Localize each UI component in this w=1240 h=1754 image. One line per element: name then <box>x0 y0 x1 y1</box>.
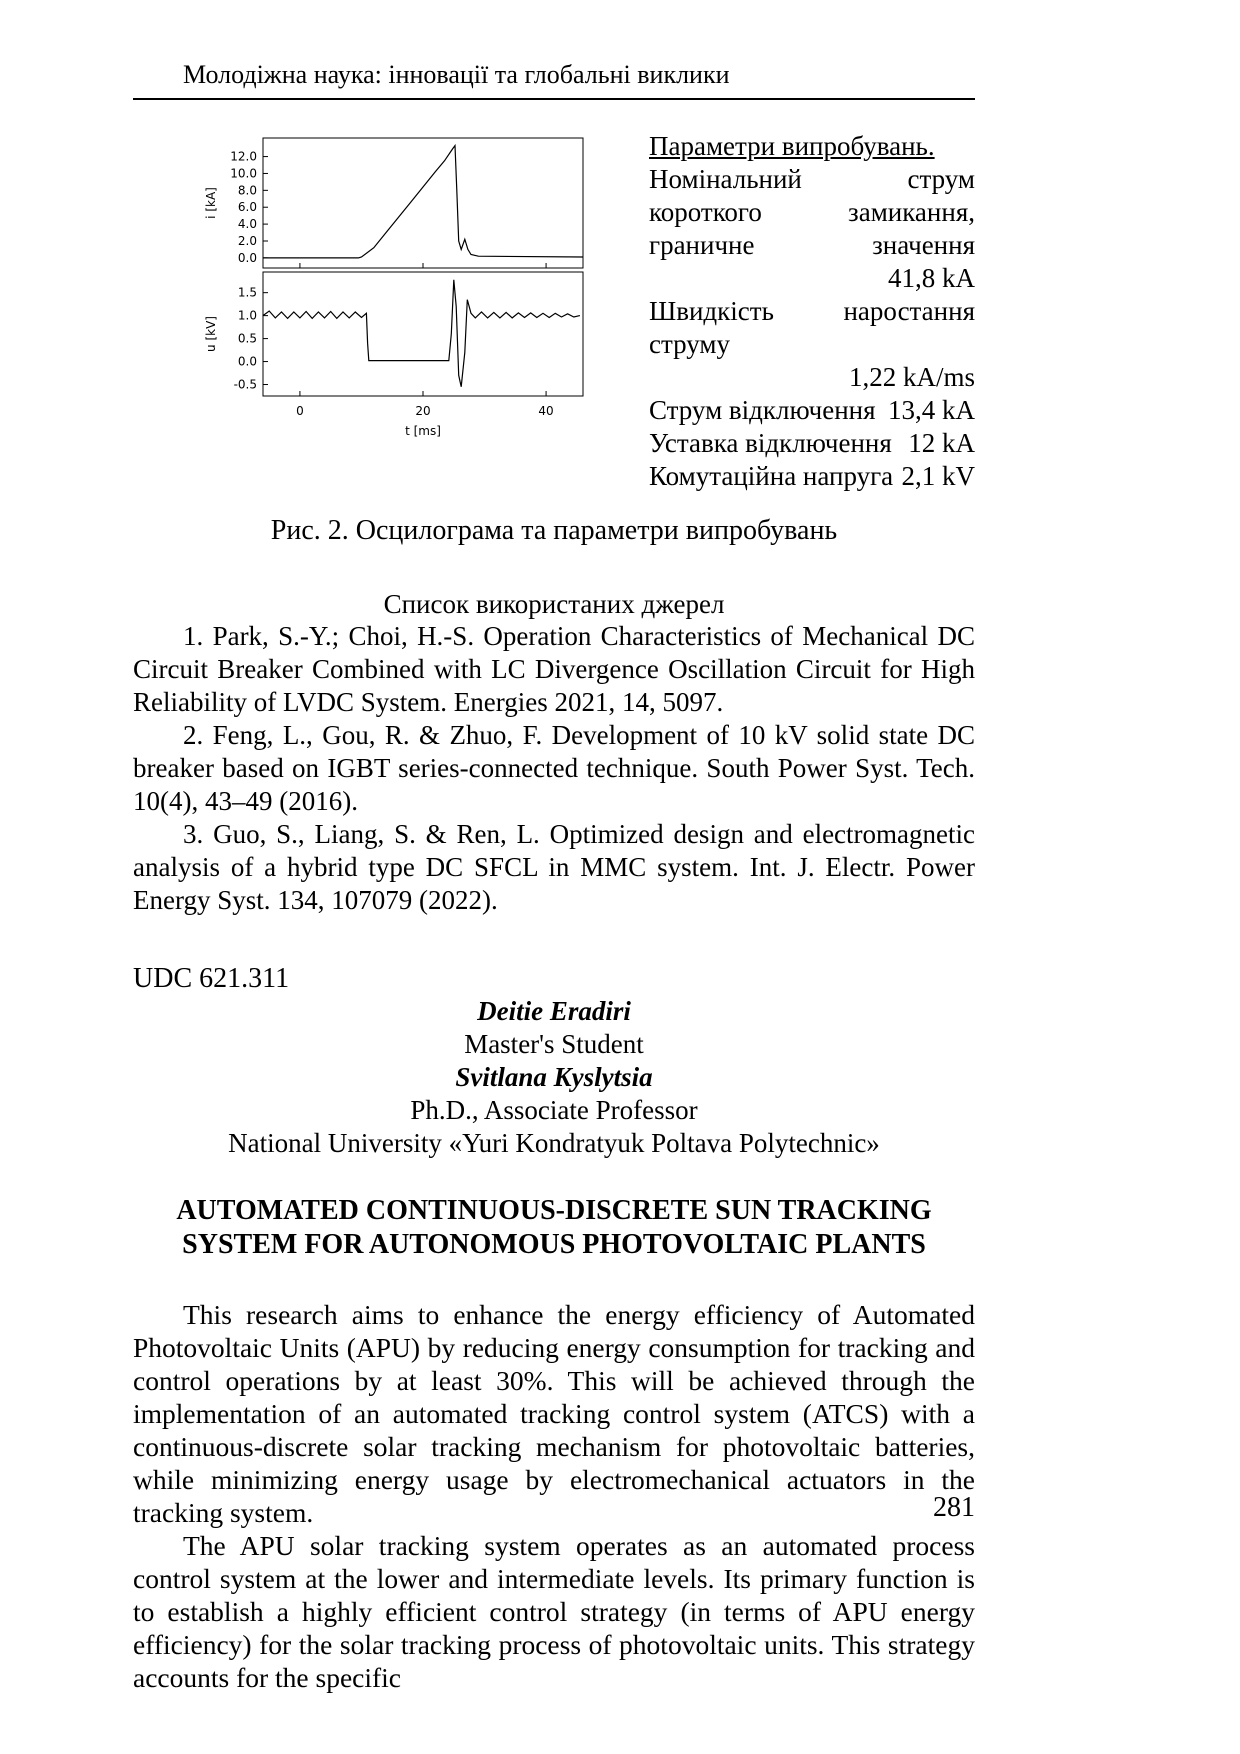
svg-text:0: 0 <box>296 404 304 418</box>
body-paragraph: The APU solar tracking system operates as an automated process control system at the lower and intermediate levels. Its primary function is to establish a highly efficient control strategy (in terms of APU energy efficiency) for the solar tracking process of photovoltaic units. This strategy accounts for the specific <box>133 1530 975 1693</box>
svg-text:4.0: 4.0 <box>237 217 257 232</box>
svg-text:0.0: 0.0 <box>237 354 257 369</box>
voltage-oscillogram-chart <box>201 270 593 442</box>
svg-text:1.0: 1.0 <box>237 308 257 323</box>
parameter-label: Швидкість наростання струму <box>649 296 975 359</box>
figure-caption: Рис. 2. Осцилограма та параметри випробувань <box>270 515 838 546</box>
svg-text:12.0: 12.0 <box>230 149 257 164</box>
figure-body <box>133 130 975 493</box>
parameter-item <box>649 460 975 493</box>
running-head: Молодіжна наука: інновації та глобальні виклики <box>183 60 730 89</box>
article-body <box>133 1298 975 1694</box>
body-paragraph: This research aims to enhance the energy efficiency of Automated Photovoltaic Units (APU) by reducing energy consumption for tracking and control operations by at least 30%. This will be achieved through the implementation of an automated tracking control system (ATCS) with a continuous-discrete solar tracking mechanism for photovoltaic batteries, while minimizing energy usage by electromechanical actuators in the tracking system. <box>133 1299 975 1528</box>
parameter-label: Комутаційна напруга <box>649 461 894 491</box>
parameter-value: 2,1 kV <box>901 461 975 491</box>
author-name: Svitlana Kyslytsia <box>455 1062 653 1092</box>
udc-code: UDC 621.311 <box>133 963 290 994</box>
author-role: Ph.D., Associate Professor <box>410 1095 698 1125</box>
parameter-value: 12 kA <box>908 428 975 458</box>
svg-text:10.0: 10.0 <box>230 166 257 181</box>
figure <box>133 130 975 547</box>
svg-text:20: 20 <box>415 404 431 418</box>
parameter-item <box>649 163 975 295</box>
svg-text:u [kV]: u [kV] <box>204 316 218 352</box>
test-parameters <box>649 130 975 493</box>
article-header <box>133 963 975 1262</box>
parameter-value: 41,8 kA <box>888 263 975 293</box>
reference-item: 3. Guo, S., Liang, S. & Ren, L. Optimized design and electromagnetic analysis of a hybrid type DC SFCL in MMC system. Int. J. Electr. Power Energy Syst. 134, 107079 (2022). <box>133 819 975 915</box>
header-rule <box>133 98 975 100</box>
parameter-item <box>649 295 975 394</box>
oscillogram <box>201 130 593 442</box>
svg-text:0.0: 0.0 <box>237 250 257 265</box>
svg-text:1.5: 1.5 <box>237 285 257 300</box>
article-title: AUTOMATED CONTINUOUS-DISCRETE SUN TRACKING SYSTEM FOR AUTONOMOUS PHOTOVOLTAIC PLANTS <box>176 1195 932 1260</box>
svg-text:-0.5: -0.5 <box>233 377 257 392</box>
current-oscillogram-chart <box>201 130 593 270</box>
parameters-title: Параметри випробувань. <box>649 131 935 161</box>
author-role: Master's Student <box>464 1029 644 1059</box>
parameter-label: Уставка відключення <box>649 428 892 458</box>
svg-text:40: 40 <box>538 404 554 418</box>
author-block <box>133 995 975 1160</box>
parameter-label: Струм відключення <box>649 395 876 425</box>
svg-text:8.0: 8.0 <box>237 183 257 198</box>
author-name: Deitie Eradiri <box>477 996 631 1026</box>
affiliation: National University «Yuri Kondratyuk Poltava Polytechnic» <box>228 1128 880 1158</box>
svg-text:i [kA]: i [kA] <box>204 187 218 219</box>
svg-text:2.0: 2.0 <box>237 233 257 248</box>
reference-item: 1. Park, S.-Y.; Choi, H.-S. Operation Characteristics of Mechanical DC Circuit Breaker Combined with LC Divergence Oscillation Circuit for High Reliability of LVDC System. Energies 2021, 14, 5097. <box>133 621 975 717</box>
reference-item: 2. Feng, L., Gou, R. & Zhuo, F. Development of 10 kV solid state DC breaker based on IGBT series-connected technique. South Power Syst. Tech. 10(4), 43–49 (2016). <box>133 720 975 816</box>
parameter-item <box>649 394 975 427</box>
parameter-value: 1,22 kA/ms <box>848 362 975 392</box>
svg-text:t [ms]: t [ms] <box>405 424 441 438</box>
references-section <box>133 589 975 917</box>
svg-text:6.0: 6.0 <box>237 200 257 215</box>
parameter-item <box>649 427 975 460</box>
parameter-label: Номінальний струм короткого замикання, граничне значення <box>649 164 975 260</box>
page-number: 281 <box>933 1492 975 1523</box>
page-content <box>133 0 975 1694</box>
references-title: Список використаних джерел <box>383 589 725 619</box>
svg-text:0.5: 0.5 <box>237 331 257 346</box>
parameter-value: 13,4 kA <box>888 395 975 425</box>
